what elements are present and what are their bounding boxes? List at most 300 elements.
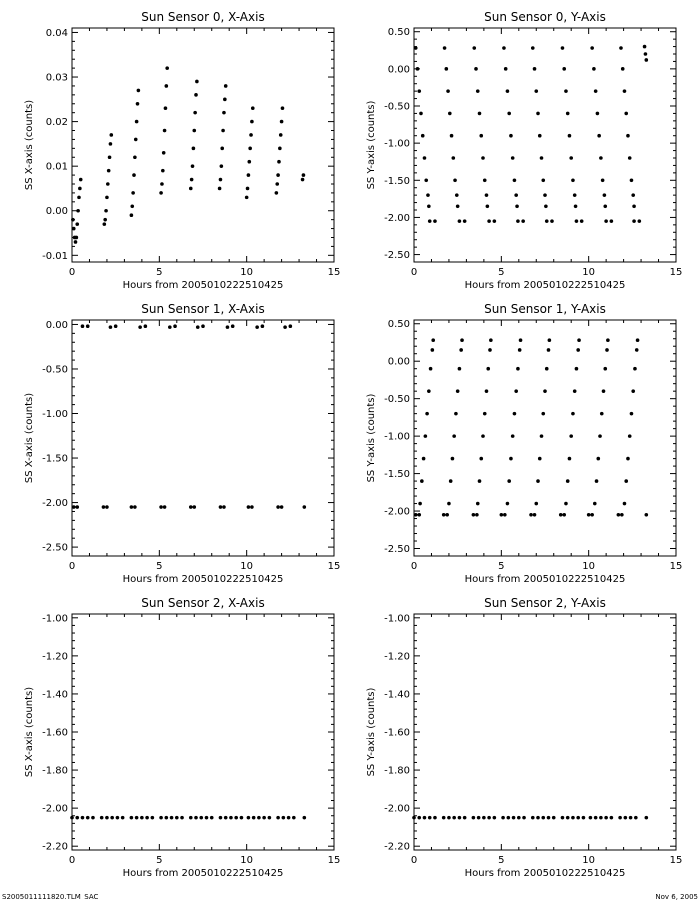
data-point (486, 204, 490, 208)
data-point (218, 187, 222, 191)
x-tick-label: 15 (327, 267, 341, 278)
data-point (582, 816, 586, 820)
data-point (603, 367, 607, 371)
data-point (70, 816, 74, 820)
y-tick-label: 0.00 (387, 64, 410, 76)
data-point (576, 816, 580, 820)
data-point (190, 178, 194, 182)
x-tick-label: 15 (327, 855, 341, 866)
data-point (631, 389, 635, 393)
data-point (161, 169, 165, 173)
data-point (624, 112, 628, 116)
data-point (645, 816, 649, 820)
panels (24, 10, 682, 879)
data-point (483, 412, 487, 416)
data-point (276, 505, 280, 509)
data-point (196, 325, 200, 329)
y-tick-label: -1.60 (42, 727, 68, 739)
data-point (595, 479, 599, 483)
data-point (533, 67, 537, 71)
data-point (511, 156, 515, 160)
data-point (74, 240, 78, 244)
x-tick-label: 0 (410, 561, 418, 572)
chart-panel-2 (24, 302, 340, 585)
data-point (564, 502, 568, 506)
data-point (538, 457, 542, 461)
data-point (240, 816, 244, 820)
data-point (475, 513, 479, 517)
chart-title: Sun Sensor 0, Y-Axis (484, 10, 606, 24)
data-point (488, 348, 492, 352)
data-point (245, 196, 249, 200)
data-point (76, 209, 80, 213)
data-point (545, 219, 549, 223)
data-point (268, 816, 272, 820)
data-point (541, 178, 545, 182)
data-point (620, 513, 624, 517)
data-point (516, 367, 520, 371)
x-tick-label: 15 (669, 561, 683, 572)
data-point (428, 816, 432, 820)
data-point (536, 112, 540, 116)
footer-right: Nov 6, 2005 (655, 893, 698, 900)
y-tick-label: -0.50 (42, 364, 68, 376)
data-point (110, 133, 114, 137)
y-tick-label: -1.50 (384, 469, 410, 481)
data-point (458, 367, 462, 371)
data-point (106, 182, 110, 186)
data-point (425, 412, 429, 416)
y-tick-label: -1.60 (384, 727, 410, 739)
data-point (192, 129, 196, 133)
x-tick-label: 0 (410, 267, 418, 278)
data-point (634, 816, 638, 820)
data-point (192, 147, 196, 151)
data-point (503, 513, 507, 517)
data-point (199, 816, 203, 820)
data-point (86, 324, 90, 328)
chart-panel-0 (24, 10, 340, 291)
data-point (624, 816, 628, 820)
data-point (599, 156, 603, 160)
data-point (105, 505, 109, 509)
data-point (515, 204, 519, 208)
y-tick-label: -2.00 (42, 803, 68, 815)
x-axis-label: Hours from 2005010222510425 (122, 868, 284, 879)
data-point (472, 46, 476, 50)
data-point (163, 129, 167, 133)
data-point (507, 816, 511, 820)
data-point (534, 502, 538, 506)
data-point (511, 434, 515, 438)
data-point (431, 348, 435, 352)
data-point (140, 816, 144, 820)
data-point (132, 173, 136, 177)
data-point (629, 816, 633, 820)
data-point (78, 187, 82, 191)
data-point (431, 338, 435, 342)
data-point (289, 324, 293, 328)
y-tick-label: 0.00 (45, 206, 68, 218)
data-point (603, 193, 607, 197)
data-point (561, 816, 565, 820)
data-point (165, 66, 169, 70)
data-point (275, 191, 279, 195)
data-point (500, 513, 504, 517)
data-point (562, 67, 566, 71)
data-point (224, 816, 228, 820)
data-point (569, 434, 573, 438)
x-axis-label: Hours from 2005010222510425 (464, 574, 626, 585)
data-point (574, 204, 578, 208)
x-tick-label: 10 (240, 267, 254, 278)
series-0 (70, 816, 306, 820)
data-point (144, 324, 148, 328)
data-point (617, 513, 621, 517)
data-point (604, 219, 608, 223)
data-point (427, 389, 431, 393)
data-point (159, 816, 163, 820)
data-point (453, 178, 457, 182)
data-point (514, 389, 518, 393)
data-point (72, 505, 76, 509)
data-point (180, 816, 184, 820)
data-point (603, 204, 607, 208)
data-point (479, 134, 483, 138)
y-tick-label: -0.50 (384, 101, 410, 113)
data-point (506, 89, 510, 93)
data-point (587, 513, 591, 517)
data-point (250, 505, 254, 509)
data-point (445, 67, 449, 71)
data-point (105, 196, 109, 200)
data-point (476, 502, 480, 506)
data-point (580, 219, 584, 223)
data-point (223, 98, 227, 102)
data-point (428, 219, 432, 223)
data-point (301, 178, 305, 182)
data-point (575, 219, 579, 223)
data-point (628, 156, 632, 160)
data-point (72, 227, 76, 231)
data-point (281, 106, 285, 110)
data-point (247, 160, 251, 164)
y-tick-label: -1.40 (42, 689, 68, 701)
data-point (643, 45, 647, 49)
data-point (458, 816, 462, 820)
data-point (222, 505, 226, 509)
data-point (160, 182, 164, 186)
data-point (189, 187, 193, 191)
data-point (426, 193, 430, 197)
data-point (628, 434, 632, 438)
data-point (452, 434, 456, 438)
data-point (624, 479, 628, 483)
x-axis-label: Hours from 2005010222510425 (464, 280, 626, 291)
y-axis-label: SS Y-axis (counts) (366, 687, 377, 777)
x-tick-label: 5 (498, 561, 505, 572)
data-point (589, 816, 593, 820)
data-point (189, 816, 193, 820)
data-point (75, 236, 79, 240)
data-point (509, 134, 513, 138)
x-tick-label: 10 (582, 267, 596, 278)
data-point (219, 816, 223, 820)
series-0 (414, 45, 648, 223)
chart-panel-4 (24, 596, 340, 879)
plot-frame (72, 614, 334, 850)
data-point (543, 193, 547, 197)
data-point (540, 156, 544, 160)
x-axis-label: Hours from 2005010222510425 (122, 574, 284, 585)
data-point (541, 412, 545, 416)
y-tick-label: -1.50 (42, 453, 68, 465)
data-point (222, 111, 226, 115)
y-tick-label: 0.03 (45, 72, 68, 84)
data-point (610, 816, 614, 820)
data-point (513, 412, 517, 416)
data-point (472, 816, 476, 820)
data-point (481, 156, 485, 160)
y-tick-label: 0.50 (387, 27, 410, 39)
y-tick-label: -2.00 (384, 212, 410, 224)
data-point (276, 173, 280, 177)
data-point (75, 222, 79, 226)
data-point (601, 178, 605, 182)
data-point (414, 513, 418, 517)
data-point (529, 513, 533, 517)
data-point (571, 816, 575, 820)
y-axis-label: SS X-axis (counts) (24, 686, 35, 778)
data-point (645, 58, 649, 62)
y-tick-label: -1.00 (384, 138, 410, 150)
data-point (633, 367, 637, 371)
data-point (77, 196, 81, 200)
data-point (518, 348, 522, 352)
data-point (522, 816, 526, 820)
y-tick-label: 0.04 (45, 27, 68, 39)
data-point (414, 46, 418, 50)
data-point (275, 182, 279, 186)
data-point (419, 112, 423, 116)
data-point (571, 178, 575, 182)
y-tick-label: -2.00 (384, 803, 410, 815)
data-point (626, 457, 630, 461)
data-point (135, 120, 139, 124)
data-point (593, 502, 597, 506)
data-point (458, 219, 462, 223)
data-point (247, 505, 251, 509)
data-point (136, 102, 140, 106)
data-point (514, 193, 518, 197)
data-point (536, 479, 540, 483)
data-point (478, 112, 482, 116)
data-point (195, 80, 199, 84)
y-tick-label: -2.20 (42, 841, 68, 853)
data-point (424, 178, 428, 182)
data-point (477, 816, 481, 820)
data-point (130, 816, 134, 820)
x-tick-label: 15 (669, 855, 683, 866)
data-point (159, 505, 163, 509)
data-point (531, 816, 535, 820)
data-point (610, 219, 614, 223)
x-tick-label: 0 (68, 267, 76, 278)
y-tick-label: -2.00 (384, 506, 410, 518)
data-point (79, 178, 83, 182)
data-point (442, 816, 446, 820)
data-point (534, 89, 538, 93)
y-tick-label: -1.40 (384, 689, 410, 701)
chart-title: Sun Sensor 0, X-Axis (141, 10, 265, 24)
data-point (550, 219, 554, 223)
data-point (482, 816, 486, 820)
series-0 (71, 66, 305, 243)
data-point (533, 513, 537, 517)
data-point (619, 46, 623, 50)
data-point (173, 324, 177, 328)
data-point (107, 169, 111, 173)
data-point (205, 816, 209, 820)
data-point (487, 816, 491, 820)
data-point (561, 46, 565, 50)
series-0 (412, 816, 648, 820)
data-point (292, 816, 296, 820)
x-tick-label: 15 (669, 267, 683, 278)
data-point (454, 412, 458, 416)
data-point (463, 816, 467, 820)
x-tick-label: 10 (582, 561, 596, 572)
data-point (433, 816, 437, 820)
data-point (502, 46, 506, 50)
data-point (151, 816, 155, 820)
data-point (493, 219, 497, 223)
y-tick-label: -1.80 (384, 765, 410, 777)
data-point (577, 338, 581, 342)
x-tick-label: 5 (156, 855, 163, 866)
data-point (423, 156, 427, 160)
plot-frame (414, 28, 676, 262)
data-point (210, 816, 214, 820)
data-point (249, 133, 253, 137)
data-point (145, 816, 149, 820)
data-point (599, 816, 603, 820)
y-axis-label: SS X-axis (counts) (24, 392, 35, 484)
data-point (543, 389, 547, 393)
data-point (566, 479, 570, 483)
data-point (100, 816, 104, 820)
data-point (219, 178, 223, 182)
data-point (71, 218, 75, 222)
data-point (507, 479, 511, 483)
y-axis-label: SS Y-axis (counts) (366, 393, 377, 483)
data-point (517, 816, 521, 820)
x-tick-label: 0 (68, 561, 76, 572)
data-point (86, 816, 90, 820)
y-axis-label: SS X-axis (counts) (24, 99, 35, 191)
data-point (277, 160, 281, 164)
data-point (630, 178, 634, 182)
data-point (576, 348, 580, 352)
data-point (448, 112, 452, 116)
data-point (224, 84, 228, 88)
data-point (248, 147, 252, 151)
data-point (597, 134, 601, 138)
data-point (449, 479, 453, 483)
data-point (513, 178, 517, 182)
data-point (636, 338, 640, 342)
plot-frame (414, 614, 676, 850)
data-point (443, 46, 447, 50)
data-point (255, 325, 259, 329)
data-point (104, 209, 108, 213)
data-point (566, 112, 570, 116)
data-point (594, 816, 598, 820)
chart-title: Sun Sensor 1, X-Axis (141, 302, 265, 316)
data-point (165, 816, 169, 820)
data-point (618, 816, 622, 820)
data-point (421, 134, 425, 138)
x-tick-label: 15 (327, 561, 341, 572)
x-tick-label: 5 (156, 561, 163, 572)
data-point (191, 164, 195, 168)
y-tick-label: -1.80 (42, 765, 68, 777)
data-point (247, 816, 251, 820)
data-point (536, 816, 540, 820)
y-tick-label: -2.00 (42, 498, 68, 510)
y-tick-label: -1.20 (384, 651, 410, 663)
data-point (416, 67, 420, 71)
data-point (165, 84, 169, 88)
data-point (630, 412, 634, 416)
data-point (261, 324, 265, 328)
data-point (463, 219, 467, 223)
data-point (485, 193, 489, 197)
data-point (504, 67, 508, 71)
x-tick-label: 0 (68, 855, 76, 866)
data-point (451, 457, 455, 461)
data-point (493, 816, 497, 820)
data-point (159, 191, 163, 195)
data-point (418, 502, 422, 506)
data-point (516, 219, 520, 223)
data-point (283, 325, 287, 329)
x-tick-label: 5 (156, 267, 163, 278)
data-point (257, 816, 261, 820)
chart-title: Sun Sensor 2, X-Axis (141, 596, 265, 610)
data-point (445, 513, 449, 517)
x-axis-label: Hours from 2005010222510425 (464, 868, 626, 879)
data-point (420, 479, 424, 483)
data-point (544, 204, 548, 208)
data-point (250, 120, 254, 124)
data-point (194, 816, 198, 820)
data-point (278, 147, 282, 151)
data-point (433, 219, 437, 223)
data-point (110, 816, 114, 820)
x-tick-label: 10 (240, 561, 254, 572)
data-point (600, 412, 604, 416)
data-point (138, 325, 142, 329)
y-axis-label: SS Y-axis (counts) (366, 100, 377, 190)
data-point (501, 816, 505, 820)
y-tick-label: 0.02 (45, 117, 68, 129)
data-point (478, 479, 482, 483)
data-point (547, 348, 551, 352)
y-tick-label: 0.01 (45, 161, 68, 173)
y-tick-label: -1.20 (42, 651, 68, 663)
data-point (559, 513, 563, 517)
